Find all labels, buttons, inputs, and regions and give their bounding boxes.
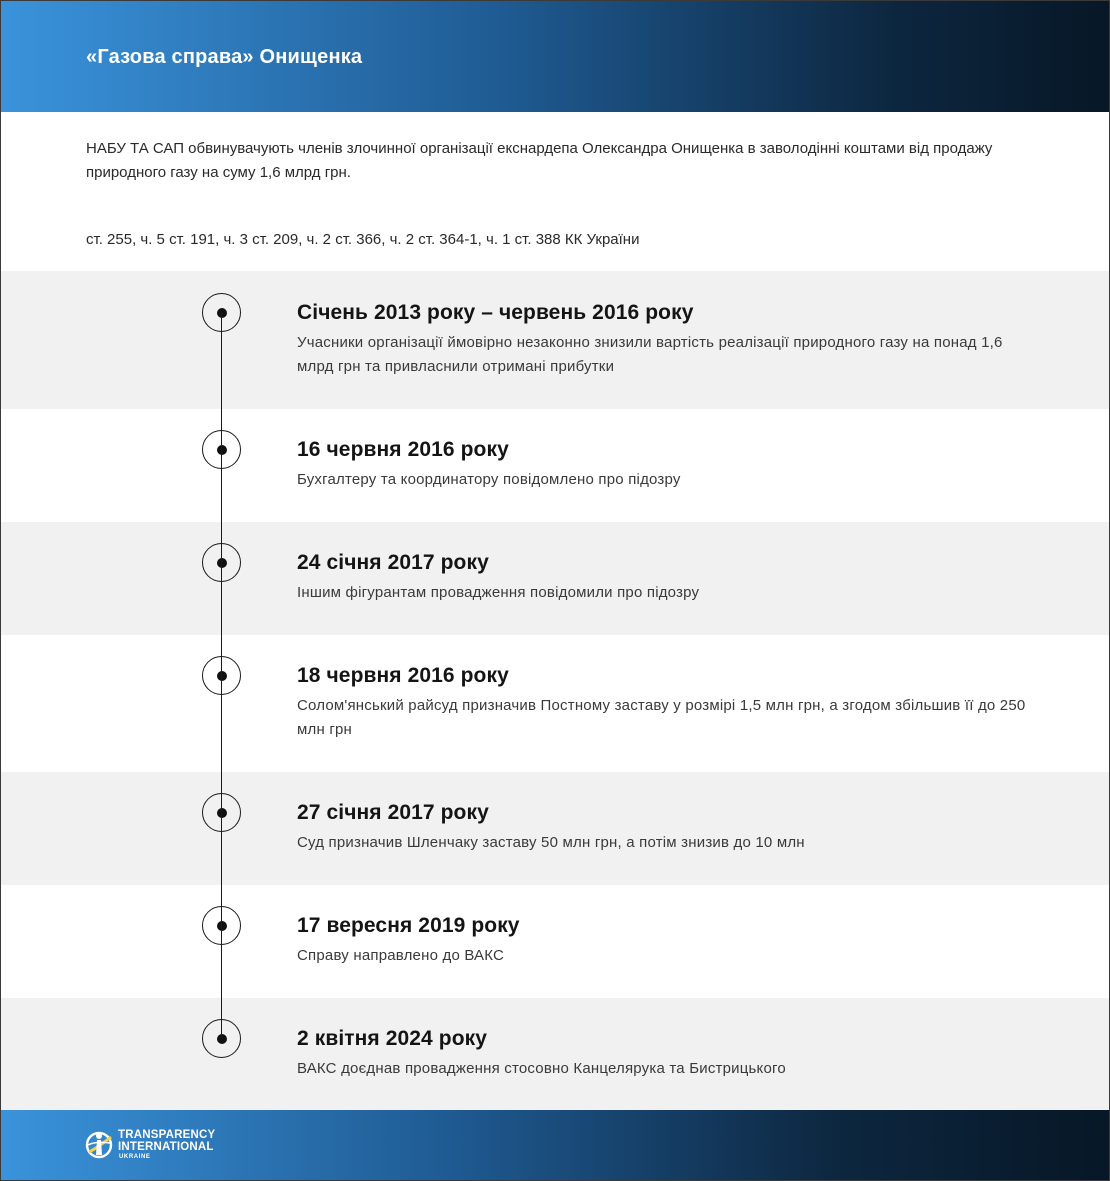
event-description: Учасники організації ймовірно незаконно знизили вартість реалізації природного газу на понад 1,6 млрд грн та привласнили отримані прибутки (297, 334, 1003, 375)
timeline-event (1, 635, 1110, 772)
event-description: ВАКС доєднав провадження стосовно Канцелярука та Бистрицького (297, 1060, 786, 1077)
event-date: 17 вересня 2019 року (297, 914, 520, 937)
transparency-international-logo[interactable] (85, 1128, 225, 1164)
event-date: 18 червня 2016 року (297, 664, 509, 687)
intro-text: НАБУ ТА САП обвинувачують членів злочинної організації екснардепа Олександра Онищенка в заволодінні коштами від продажу природного газу на суму 1,6 млрд грн. (86, 140, 993, 181)
header-banner (1, 1, 1110, 112)
logo-line-2: INTERNATIONAL (118, 1141, 214, 1153)
event-description: Солом'янський райсуд призначив Постному заставу у розмірі 1,5 млн грн, а згодом збільшив її до 250 млн грн (297, 697, 1026, 738)
event-date: 16 червня 2016 року (297, 438, 509, 461)
timeline-event (1, 271, 1110, 409)
timeline-event (1, 885, 1110, 998)
timeline-event (1, 409, 1110, 522)
timeline-event (1, 998, 1110, 1111)
event-date: 2 квітня 2024 року (297, 1027, 488, 1050)
event-description: Бухгалтеру та координатору повідомлено про підозру (297, 471, 681, 488)
timeline-event (1, 522, 1110, 635)
event-description: Іншим фігурантам провадження повідомили про підозру (297, 584, 700, 601)
event-date: 27 січня 2017 року (297, 801, 489, 824)
timeline-connector-line (221, 312, 222, 1038)
logo-line-1: TRANSPARENCY (118, 1129, 216, 1141)
event-date: 24 січня 2017 року (297, 551, 489, 574)
event-description: Справу направлено до ВАКС (297, 947, 505, 964)
timeline (1, 271, 1110, 1111)
criminal-code-articles: ст. 255, ч. 5 ст. 191, ч. 3 ст. 209, ч. 2 ст. 366, ч. 2 ст. 364-1, ч. 1 ст. 388 КК України (86, 231, 640, 248)
footer-banner (1, 1110, 1110, 1181)
transparency-international-logo-icon (85, 1128, 115, 1162)
timeline-event (1, 772, 1110, 885)
logo-line-3: UKRAINE (119, 1154, 151, 1160)
event-description: Суд призначив Шленчаку заставу 50 млн грн, а потім знизив до 10 млн (297, 834, 805, 851)
page-title: «Газова справа» Онищенка (86, 46, 363, 68)
event-date: Січень 2013 року – червень 2016 року (297, 301, 694, 324)
